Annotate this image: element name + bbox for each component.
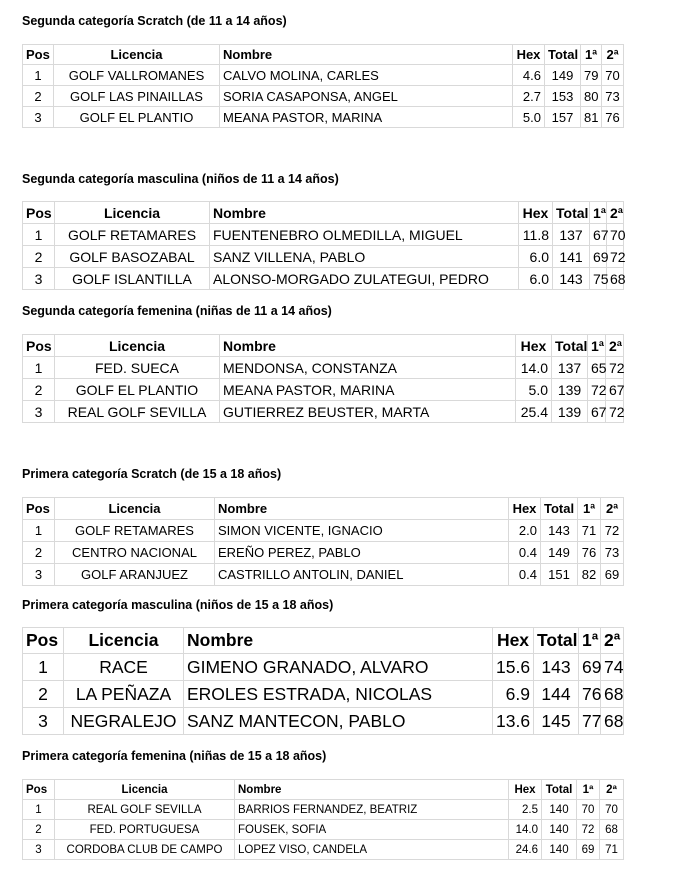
cell-licencia: GOLF RETAMARES <box>55 520 215 542</box>
col-pos: Pos <box>23 628 64 654</box>
col-hex: Hex <box>513 45 545 65</box>
col-pos: Pos <box>23 335 55 357</box>
col-total: Total <box>534 628 579 654</box>
cell-total: 144 <box>534 681 579 708</box>
cell-total: 141 <box>553 246 590 268</box>
cell-licencia: GOLF ISLANTILLA <box>55 268 210 290</box>
cell-second: 70 <box>607 224 624 246</box>
col-nombre: Nombre <box>220 45 513 65</box>
col-nombre: Nombre <box>184 628 493 654</box>
cell-pos: 2 <box>23 379 55 401</box>
cell-total: 143 <box>534 654 579 681</box>
col-pos: Pos <box>23 780 55 800</box>
cell-second: 70 <box>602 65 624 86</box>
table-row <box>23 246 624 268</box>
cell-licencia: GOLF EL PLANTIO <box>54 107 220 128</box>
cell-second: 74 <box>601 654 624 681</box>
cell-licencia: CORDOBA CLUB DE CAMPO <box>55 840 235 860</box>
header-row <box>23 628 624 654</box>
cell-second: 68 <box>607 268 624 290</box>
cell-second: 68 <box>601 681 624 708</box>
col-first: 1ª <box>590 202 607 224</box>
cell-second: 76 <box>602 107 624 128</box>
results-table <box>22 44 624 128</box>
cell-pos: 3 <box>23 840 55 860</box>
cell-hex: 0.4 <box>509 542 541 564</box>
cell-pos: 1 <box>23 520 55 542</box>
table-row <box>23 840 624 860</box>
cell-licencia: REAL GOLF SEVILLA <box>55 800 235 820</box>
table-row <box>23 654 624 681</box>
cell-total: 149 <box>545 65 581 86</box>
cell-second: 71 <box>600 840 624 860</box>
cell-total: 140 <box>542 800 577 820</box>
cell-second: 72 <box>601 520 624 542</box>
table-row <box>23 357 624 379</box>
col-nombre: Nombre <box>210 202 519 224</box>
cell-hex: 2.0 <box>509 520 541 542</box>
header-row <box>23 202 624 224</box>
cell-pos: 1 <box>23 224 55 246</box>
col-first: 1ª <box>588 335 606 357</box>
cell-first: 72 <box>588 379 606 401</box>
cell-hex: 5.0 <box>513 107 545 128</box>
cell-total: 145 <box>534 708 579 735</box>
col-hex: Hex <box>509 780 542 800</box>
cell-first: 75 <box>590 268 607 290</box>
col-total: Total <box>542 780 577 800</box>
cell-hex: 15.6 <box>493 654 534 681</box>
cell-nombre: GIMENO GRANADO, ALVARO <box>184 654 493 681</box>
section-title: Primera categoría femenina (niñas de 15 a 18 años) <box>22 749 327 763</box>
cell-total: 139 <box>552 401 588 423</box>
col-licencia: Licencia <box>54 45 220 65</box>
cell-first: 76 <box>579 681 601 708</box>
cell-nombre: EREÑO PEREZ, PABLO <box>215 542 509 564</box>
cell-pos: 1 <box>23 65 54 86</box>
cell-nombre: EROLES ESTRADA, NICOLAS <box>184 681 493 708</box>
col-hex: Hex <box>493 628 534 654</box>
cell-licencia: REAL GOLF SEVILLA <box>55 401 220 423</box>
cell-second: 73 <box>602 86 624 107</box>
cell-second: 70 <box>600 800 624 820</box>
cell-pos: 1 <box>23 357 55 379</box>
section-title: Segunda categoría masculina (niños de 11 a 14 años) <box>22 172 339 186</box>
table-row <box>23 564 624 586</box>
cell-pos: 2 <box>23 542 55 564</box>
cell-nombre: SIMON VICENTE, IGNACIO <box>215 520 509 542</box>
col-second: 2ª <box>602 45 624 65</box>
table-row <box>23 268 624 290</box>
col-total: Total <box>552 335 588 357</box>
table-row <box>23 107 624 128</box>
results-table <box>22 201 624 290</box>
cell-first: 71 <box>578 520 601 542</box>
table-row <box>23 86 624 107</box>
col-second: 2ª <box>606 335 624 357</box>
cell-pos: 2 <box>23 246 55 268</box>
cell-second: 68 <box>601 708 624 735</box>
cell-first: 69 <box>579 654 601 681</box>
section-title: Primera categoría masculina (niños de 15 a 18 años) <box>22 598 334 612</box>
cell-pos: 2 <box>23 820 55 840</box>
table-row <box>23 379 624 401</box>
table-row <box>23 401 624 423</box>
col-second: 2ª <box>601 498 624 520</box>
cell-hex: 24.6 <box>509 840 542 860</box>
cell-total: 157 <box>545 107 581 128</box>
cell-hex: 2.7 <box>513 86 545 107</box>
cell-first: 70 <box>577 800 600 820</box>
cell-nombre: SANZ MANTECON, PABLO <box>184 708 493 735</box>
cell-total: 143 <box>553 268 590 290</box>
col-licencia: Licencia <box>55 202 210 224</box>
cell-total: 140 <box>542 840 577 860</box>
cell-total: 153 <box>545 86 581 107</box>
col-total: Total <box>553 202 590 224</box>
cell-licencia: GOLF RETAMARES <box>55 224 210 246</box>
col-licencia: Licencia <box>64 628 184 654</box>
col-first: 1ª <box>581 45 602 65</box>
cell-total: 137 <box>552 357 588 379</box>
cell-first: 76 <box>578 542 601 564</box>
col-first: 1ª <box>579 628 601 654</box>
col-licencia: Licencia <box>55 498 215 520</box>
cell-first: 69 <box>590 246 607 268</box>
cell-licencia: FED. PORTUGUESA <box>55 820 235 840</box>
cell-nombre: GUTIERREZ BEUSTER, MARTA <box>220 401 516 423</box>
col-nombre: Nombre <box>235 780 509 800</box>
table-row <box>23 820 624 840</box>
header-row <box>23 780 624 800</box>
cell-first: 79 <box>581 65 602 86</box>
col-second: 2ª <box>601 628 624 654</box>
table-row <box>23 542 624 564</box>
cell-nombre: MENDONSA, CONSTANZA <box>220 357 516 379</box>
col-licencia: Licencia <box>55 335 220 357</box>
section-title: Primera categoría Scratch (de 15 a 18 años) <box>22 467 282 481</box>
cell-pos: 1 <box>23 800 55 820</box>
cell-second: 72 <box>607 246 624 268</box>
col-pos: Pos <box>23 202 55 224</box>
cell-first: 81 <box>581 107 602 128</box>
cell-licencia: LA PEÑAZA <box>64 681 184 708</box>
cell-first: 65 <box>588 357 606 379</box>
cell-first: 67 <box>588 401 606 423</box>
cell-first: 77 <box>579 708 601 735</box>
table-row <box>23 65 624 86</box>
col-hex: Hex <box>519 202 553 224</box>
header-row <box>23 45 624 65</box>
table-row <box>23 708 624 735</box>
cell-licencia: FED. SUECA <box>55 357 220 379</box>
cell-hex: 4.6 <box>513 65 545 86</box>
col-hex: Hex <box>509 498 541 520</box>
results-table <box>22 627 624 735</box>
col-nombre: Nombre <box>215 498 509 520</box>
cell-nombre: FOUSEK, SOFIA <box>235 820 509 840</box>
cell-licencia: GOLF EL PLANTIO <box>55 379 220 401</box>
cell-second: 69 <box>601 564 624 586</box>
cell-second: 68 <box>600 820 624 840</box>
header-row <box>23 498 624 520</box>
cell-first: 69 <box>577 840 600 860</box>
results-table <box>22 497 624 586</box>
cell-hex: 6.9 <box>493 681 534 708</box>
cell-hex: 6.0 <box>519 246 553 268</box>
cell-total: 151 <box>541 564 578 586</box>
col-pos: Pos <box>23 498 55 520</box>
cell-pos: 2 <box>23 86 54 107</box>
cell-nombre: SORIA CASAPONSA, ANGEL <box>220 86 513 107</box>
cell-nombre: MEANA PASTOR, MARINA <box>220 379 516 401</box>
cell-licencia: RACE <box>64 654 184 681</box>
cell-pos: 3 <box>23 708 64 735</box>
cell-hex: 14.0 <box>509 820 542 840</box>
cell-nombre: SANZ VILLENA, PABLO <box>210 246 519 268</box>
cell-licencia: GOLF BASOZABAL <box>55 246 210 268</box>
table-row <box>23 681 624 708</box>
cell-total: 139 <box>552 379 588 401</box>
cell-total: 137 <box>553 224 590 246</box>
col-second: 2ª <box>607 202 624 224</box>
cell-nombre: ALONSO-MORGADO ZULATEGUI, PEDRO <box>210 268 519 290</box>
cell-licencia: NEGRALEJO <box>64 708 184 735</box>
cell-second: 72 <box>606 401 624 423</box>
col-pos: Pos <box>23 45 54 65</box>
cell-second: 73 <box>601 542 624 564</box>
cell-nombre: BARRIOS FERNANDEZ, BEATRIZ <box>235 800 509 820</box>
col-first: 1ª <box>578 498 601 520</box>
section-title: Segunda categoría femenina (niñas de 11 a 14 años) <box>22 304 332 318</box>
results-table <box>22 334 624 423</box>
cell-nombre: LOPEZ VISO, CANDELA <box>235 840 509 860</box>
cell-pos: 3 <box>23 564 55 586</box>
cell-hex: 25.4 <box>516 401 552 423</box>
cell-total: 149 <box>541 542 578 564</box>
header-row <box>23 335 624 357</box>
col-first: 1ª <box>577 780 600 800</box>
col-nombre: Nombre <box>220 335 516 357</box>
cell-second: 72 <box>606 357 624 379</box>
cell-first: 80 <box>581 86 602 107</box>
cell-licencia: CENTRO NACIONAL <box>55 542 215 564</box>
cell-second: 67 <box>606 379 624 401</box>
cell-total: 143 <box>541 520 578 542</box>
cell-nombre: MEANA PASTOR, MARINA <box>220 107 513 128</box>
cell-nombre: CASTRILLO ANTOLIN, DANIEL <box>215 564 509 586</box>
cell-first: 67 <box>590 224 607 246</box>
cell-pos: 3 <box>23 268 55 290</box>
cell-first: 82 <box>578 564 601 586</box>
cell-nombre: CALVO MOLINA, CARLES <box>220 65 513 86</box>
cell-pos: 2 <box>23 681 64 708</box>
table-row <box>23 800 624 820</box>
cell-hex: 13.6 <box>493 708 534 735</box>
cell-hex: 0.4 <box>509 564 541 586</box>
col-licencia: Licencia <box>55 780 235 800</box>
cell-pos: 3 <box>23 107 54 128</box>
col-hex: Hex <box>516 335 552 357</box>
cell-hex: 5.0 <box>516 379 552 401</box>
section-title: Segunda categoría Scratch (de 11 a 14 años) <box>22 14 287 28</box>
cell-licencia: GOLF LAS PINAILLAS <box>54 86 220 107</box>
cell-pos: 3 <box>23 401 55 423</box>
cell-licencia: GOLF VALLROMANES <box>54 65 220 86</box>
cell-hex: 6.0 <box>519 268 553 290</box>
cell-licencia: GOLF ARANJUEZ <box>55 564 215 586</box>
col-total: Total <box>541 498 578 520</box>
table-row <box>23 520 624 542</box>
cell-total: 140 <box>542 820 577 840</box>
results-table <box>22 779 624 860</box>
cell-first: 72 <box>577 820 600 840</box>
col-second: 2ª <box>600 780 624 800</box>
cell-pos: 1 <box>23 654 64 681</box>
cell-hex: 14.0 <box>516 357 552 379</box>
col-total: Total <box>545 45 581 65</box>
table-row <box>23 224 624 246</box>
cell-hex: 2.5 <box>509 800 542 820</box>
cell-nombre: FUENTENEBRO OLMEDILLA, MIGUEL <box>210 224 519 246</box>
cell-hex: 11.8 <box>519 224 553 246</box>
